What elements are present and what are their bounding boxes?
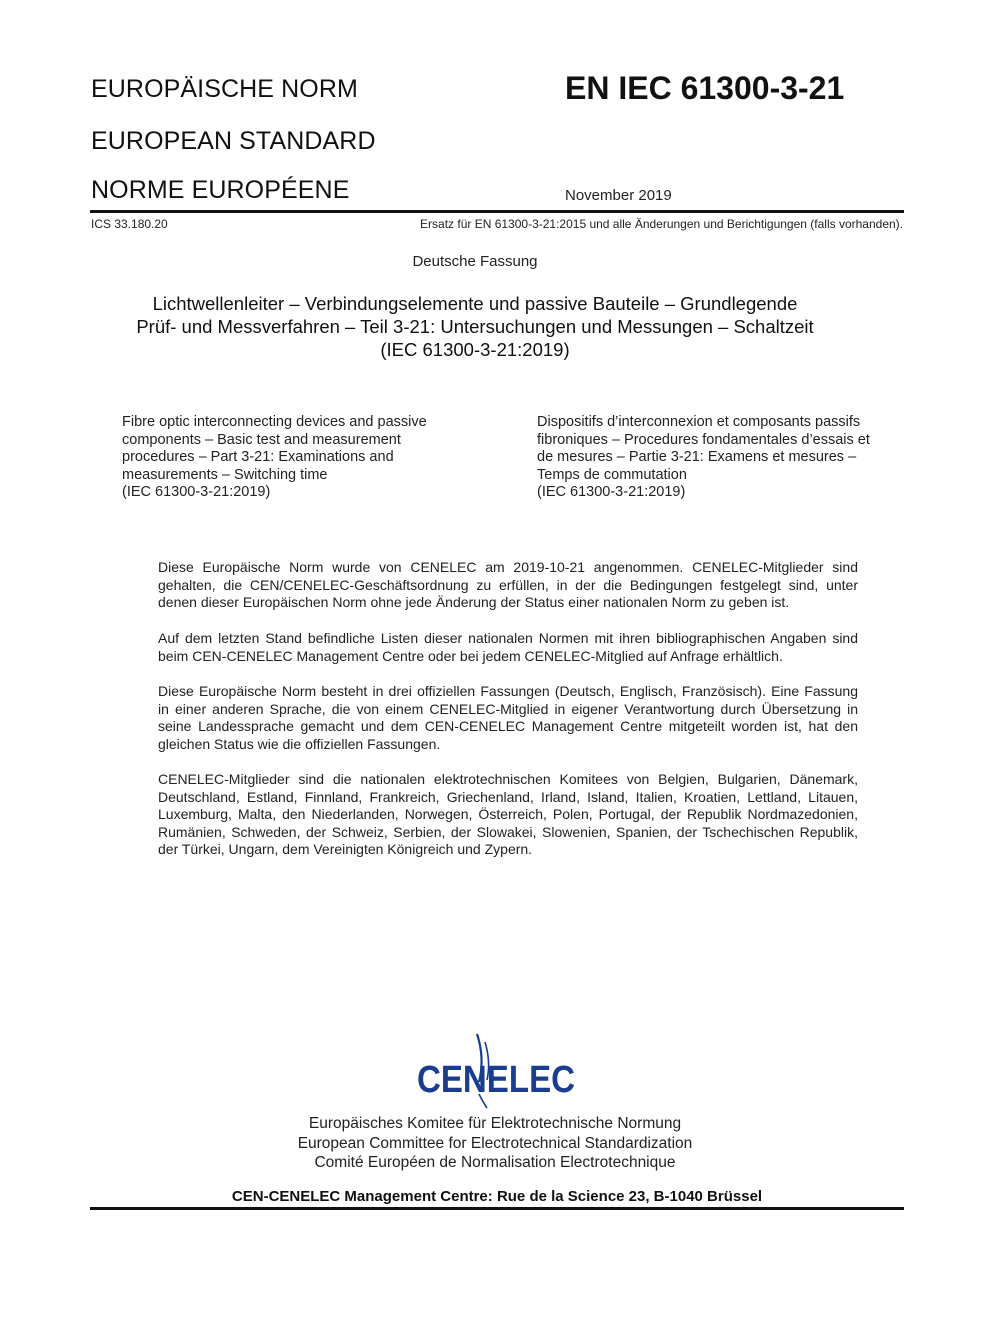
paragraph-line: gehalten, die CEN/CENELEC-Geschäftsordnung zu erfüllen, in der die Bedingungen festgelegt sind, unter (158, 576, 858, 593)
committee-name-en: European Committee for Electrotechnical Standardization (297, 1134, 693, 1152)
title-french-line: Dispositifs d’interconnexion et composants passifs (537, 414, 861, 430)
logo-wordmark: CENELEC (417, 1059, 575, 1101)
title-german-line: Prüf- und Messverfahren – Teil 3-21: Untersuchungen und Messungen – Schaltzeit (136, 316, 814, 337)
footer-rule (90, 1207, 904, 1210)
ics-code: ICS 33.180.20 (91, 217, 168, 231)
committee-name-de: Europäisches Komitee für Elektrotechnische Normung (308, 1115, 682, 1132)
title-french (537, 414, 870, 502)
paragraph-line: in einer anderen Sprache, die von einem CENELEC-Mitglied in eigener Verantwortung durch Übersetzung in (158, 700, 858, 717)
title-english (122, 414, 427, 502)
title-english-line: procedures – Part 3-21: Examinations and (122, 449, 394, 465)
header-rule (90, 210, 904, 213)
paragraph-line: gleichen Status wie die offiziellen Fassungen. (158, 735, 441, 752)
footer-address: CEN-CENELEC Management Centre: Rue de la Science 23, B-1040 Brüssel (231, 1188, 763, 1205)
paragraph-line: Auf dem letzten Stand befindliche Listen dieser nationalen Normen mit ihren bibliographischen Angaben sind (158, 630, 858, 646)
paragraph-line: Deutschland, Estland, Finnland, Frankreich, Griechenland, Irland, Island, Italien, Kroatien, Lettland, Litauen, (158, 788, 858, 805)
paragraph-line: Diese Europäische Norm wurde von CENELEC am 2019-10-21 angenommen. CENELEC-Mitglieder sind (158, 559, 858, 575)
title-english-line: (IEC 61300-3-21:2019) (122, 484, 271, 500)
committee-name-fr: Comité Européen de Normalisation Electrotechnique (314, 1154, 676, 1171)
title-french-line: de mesures – Partie 3-21: Examens et mesures – (537, 449, 857, 465)
paragraph-lists (158, 630, 858, 665)
committee-names (0, 1114, 990, 1173)
norm-title-en: EUROPEAN STANDARD (91, 127, 376, 155)
title-german-line: (IEC 61300-3-21:2019) (380, 339, 570, 360)
title-french-line: (IEC 61300-3-21:2019) (537, 484, 686, 500)
norm-title-de: EUROPÄISCHE NORM (91, 75, 358, 103)
title-english-line: measurements – Switching time (122, 466, 328, 483)
paragraph-line: der Türkei, Ungarn, dem Vereinigten Königreich und Zypern. (158, 841, 533, 857)
title-german-line: Lichtwellenleiter – Verbindungselemente und passive Bauteile – Grundlegende (152, 293, 798, 314)
title-english-line: components – Basic test and measurement (122, 431, 401, 448)
title-english-line: Fibre optic interconnecting devices and passive (122, 414, 427, 430)
document-number: EN IEC 61300-3-21 (565, 70, 845, 106)
paragraph-line: beim CEN-CENELEC Management Centre oder bei jedem CENELEC-Mitglied auf Anfrage erhältlich. (158, 647, 783, 664)
version-label: Deutsche Fassung (412, 253, 538, 270)
title-german (82, 292, 868, 361)
paragraph-line: CENELEC-Mitglieder sind die nationalen elektrotechnischen Komitees von Belgien, Bulgarien, Dänemark, (158, 771, 858, 787)
cenelec-logo-graphic (415, 1030, 577, 1110)
paragraph-line: seine Landessprache gemacht und dem CEN-CENELEC Management Centre mitgeteilt worden ist, hat den (158, 718, 858, 734)
paragraph-members (158, 771, 858, 859)
replaces-note: Ersatz für EN 61300-3-21:2015 und alle Änderungen und Berichtigungen (falls vorhanden). (420, 217, 903, 231)
paragraph-line: denen dieser Europäischen Norm ohne jede Änderung der Status einer nationalen Norm zu geben ist. (158, 594, 790, 610)
cenelec-logo (415, 1030, 577, 1110)
paragraph-versions (158, 683, 858, 753)
norm-title-fr: NORME EUROPÉENE (91, 176, 350, 204)
paragraph-line: Rumänien, Schweden, der Schweiz, Serbien, der Slowakei, Slowenien, Spanien, der Tschechischen Republik, (158, 823, 858, 840)
paragraph-line: Luxemburg, Malta, den Niederlanden, Norwegen, Österreich, Polen, Portugal, der Republik Nordmazedonien, (158, 806, 858, 822)
paragraph-line: Diese Europäische Norm besteht in drei offiziellen Fassungen (Deutsch, Englisch, Französisch). Eine Fassung (158, 683, 858, 699)
title-french-line: Temps de commutation (537, 466, 687, 483)
title-french-line: fibroniques – Procedures fondamentales d’essais et (537, 431, 870, 448)
paragraph-adoption (158, 559, 858, 612)
publication-date: November 2019 (565, 187, 672, 204)
